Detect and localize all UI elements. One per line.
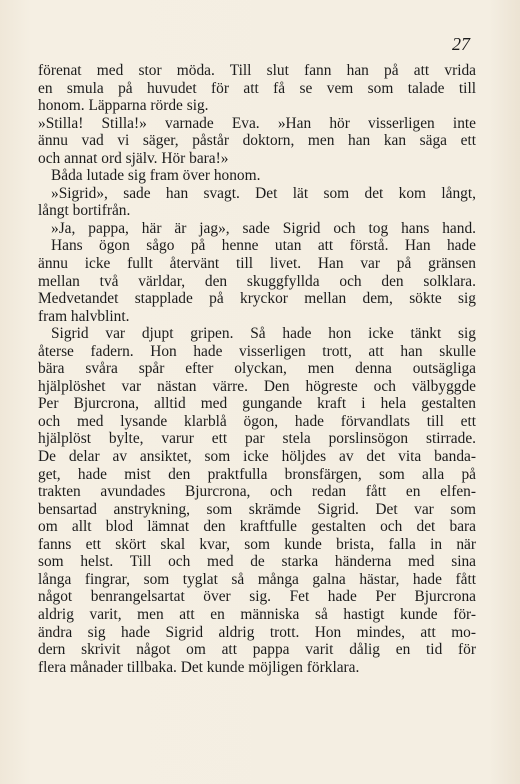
text-line: honom. Läpparna rörde sig. <box>38 97 209 115</box>
text-line: och annat ord själv. Hör bara!» <box>38 149 229 167</box>
text-line: hjälplöst bylte, varur ett par stela porslinsögon stirrade. <box>38 430 476 448</box>
text-line: flera månader tillbaka. Det kunde möjligen förklara. <box>38 658 360 676</box>
text-line: »Stilla! Stilla!» varnade Eva. »Han hör visserligen inte <box>38 114 476 132</box>
text-line: »Ja, pappa, här är jag», sade Sigrid och tog hans hand. <box>51 219 476 237</box>
text-line: som helst. Till och med de starka händerna med sina <box>38 553 476 571</box>
body-text <box>38 62 476 676</box>
text-line: get, hade mist den praktfulla bronsfärgen, som alla på <box>38 465 476 483</box>
text-line: bensartad anstrykning, som skrämde Sigrid. Det var som <box>38 500 476 518</box>
text-line: och med lysande klarblå ögon, hade förvandlats till ett <box>38 412 476 430</box>
text-line: trakten avundades Bjurcrona, och redan fått en elfen- <box>38 483 476 501</box>
text-line: något benrangelsartat över sig. Fet hade Per Bjurcrona <box>38 588 476 606</box>
text-line: Hans ögon sågo på henne utan att förstå. Han hade <box>51 237 476 255</box>
text-line: fram halvblint. <box>38 307 130 325</box>
text-line: förenat med stor möda. Till slut fann han på att vrida <box>38 62 476 79</box>
text-line: ännu icke fullt återvänt till livet. Han var på gränsen <box>38 255 476 273</box>
text-line: Båda lutade sig fram över honom. <box>51 167 261 185</box>
text-line: De delar av ansiktet, som icke höljdes av det vita banda- <box>38 448 476 466</box>
text-line: dern skrivit något om att pappa varit dålig en tid för <box>38 641 476 659</box>
text-line: ändra sig hade Sigrid aldrig trott. Hon mindes, att mo- <box>38 623 476 641</box>
text-line: »Sigrid», sade han svagt. Det lät som det kom långt, <box>51 184 476 202</box>
text-line: långt bortifrån. <box>38 202 131 220</box>
text-line: ännu vad vi säger, påstår doktorn, men han kan säga ett <box>38 132 476 150</box>
text-line: mellan två världar, den skuggfyllda och den solklara. <box>38 272 476 290</box>
text-line: Sigrid var djupt gripen. Så hade hon icke tänkt sig <box>51 325 476 343</box>
text-line: en smula på huvudet för att få se vem som talade till <box>38 79 476 97</box>
text-line: hjälplöshet var nästan värre. Den högreste och välbyggde <box>38 377 476 395</box>
text-line: om allt blod lämnat den kraftfulle gestalten och det bara <box>38 518 476 536</box>
text-line: fanns ett skört skal kvar, som kunde brista, falla in när <box>38 535 476 553</box>
page-number: 27 <box>452 34 470 54</box>
text-line: aldrig varit, men att en människa så hastigt kunde för- <box>38 605 476 623</box>
text-line: Medvetandet stapplade på kryckor mellan dem, sökte sig <box>38 290 476 308</box>
text-line: återse fadern. Hon hade visserligen trott, att han skulle <box>38 342 476 360</box>
text-line: Per Bjurcrona, alltid med gungande kraft i hela gestalten <box>38 395 476 413</box>
text-line: långa fingrar, som tyglat så många galna hästar, hade fått <box>38 570 476 588</box>
text-line: bära svåra spår efter olyckan, men denna outsägliga <box>38 360 476 378</box>
